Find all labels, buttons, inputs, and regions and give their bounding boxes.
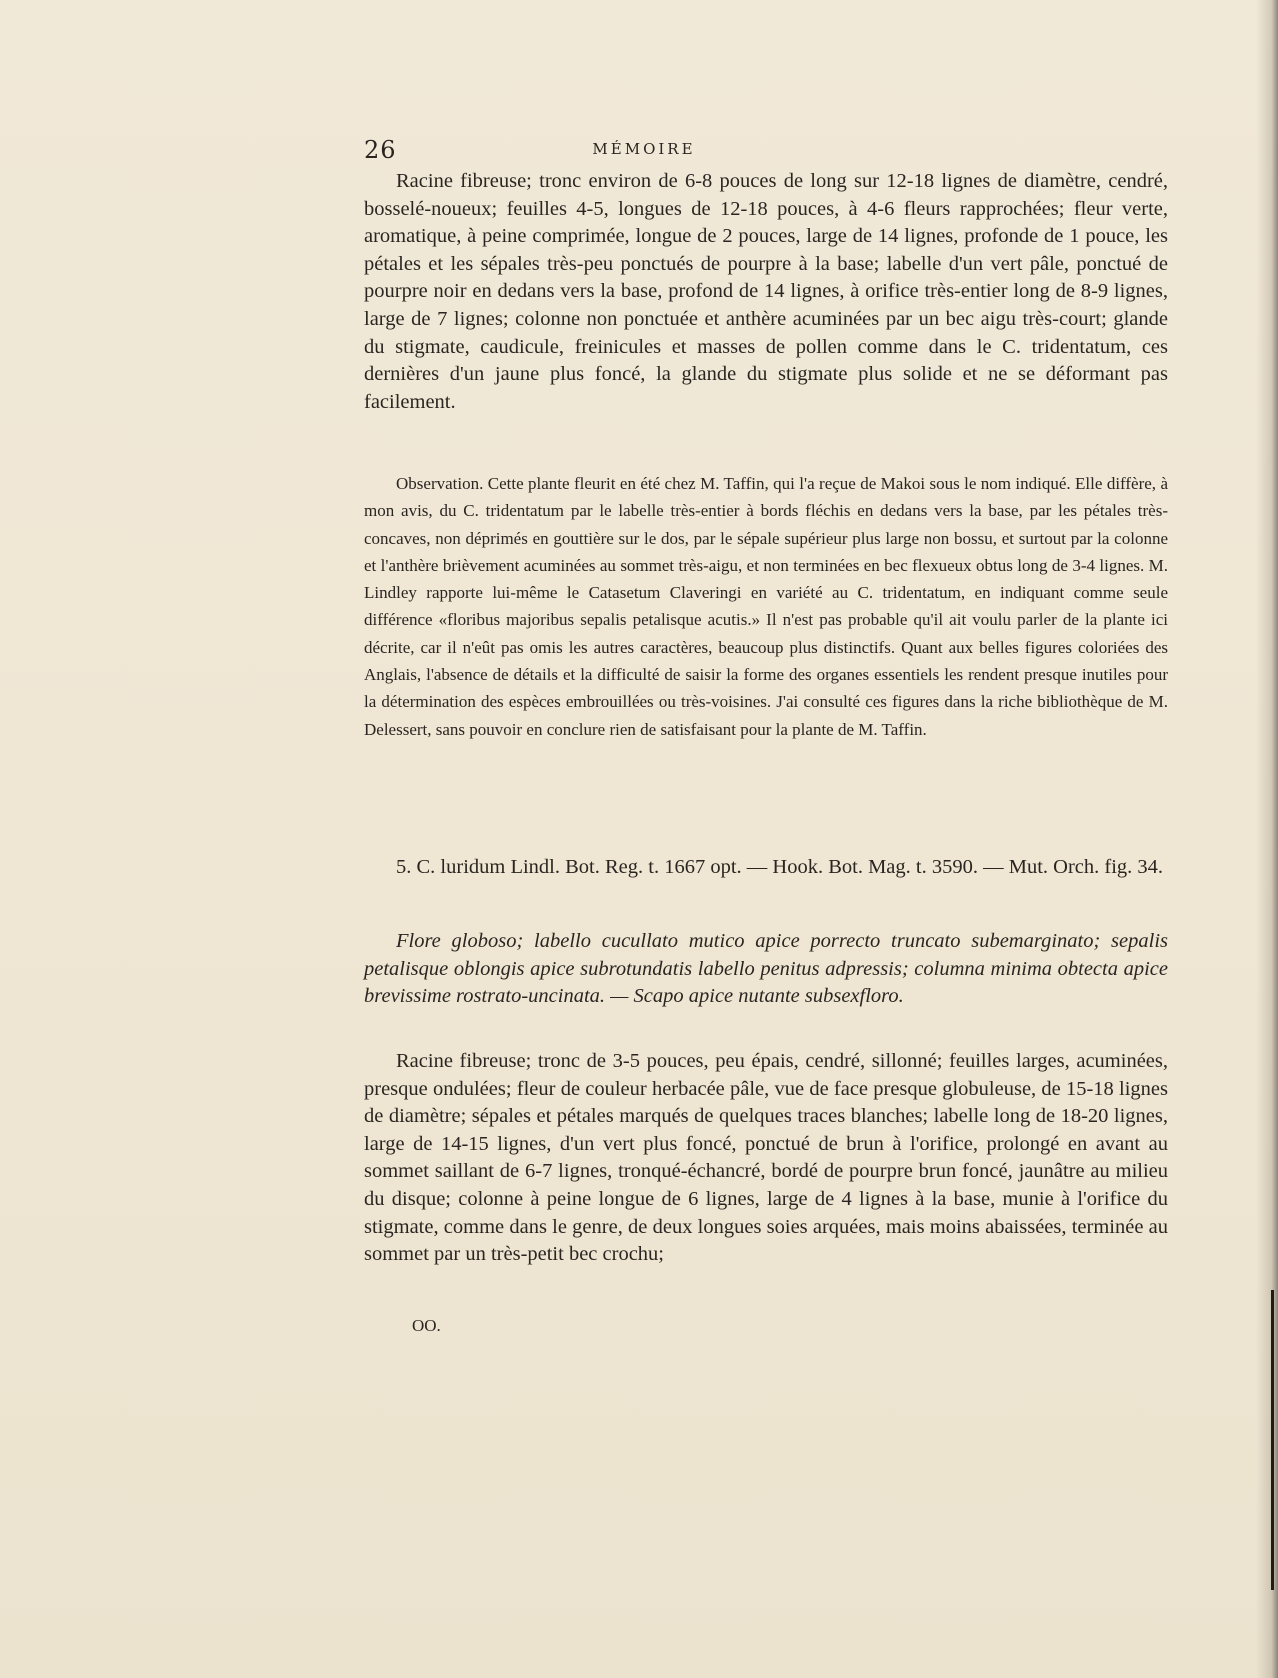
page-number: 26	[364, 136, 397, 164]
description-2-block	[364, 1048, 1168, 1269]
description-paragraph-block	[364, 168, 1168, 416]
description-paragraph: Racine fibreuse; tronc environ de 6-8 pouces de long sur 12-18 lignes de diamètre, cendré, bosselé-noueux; feuilles 4-5, longues de 12-18 pouces, à 4-6 fleurs rapprochées; fleur verte, aromatique, à peine comprimée, longue de 2 pouces, large de 14 lignes, profonde de 1 pouce, les pétales et les sépales très-peu ponctués de pourpre à la base; labelle d'un vert pâle, ponctué de pourpre noir en dedans vers la base, profond de 14 lignes, à orifice très-entier long de 8-9 lignes, large de 7 lignes; colonne non ponctuée et anthère acuminées par un bec aigu très-court; glande du stigmate, caudicule, freinicules et masses de pollen comme dans le C. tridentatum, ces dernières d'un jaune plus foncé, la glande du stigmate plus solide et ne se déformant pas facilement.	[364, 170, 1168, 413]
description-2-paragraph: Racine fibreuse; tronc de 3-5 pouces, peu épais, cendré, sillonné; feuilles larges, acuminées, presque ondulées; fleur de couleur herbacée pâle, vue de face presque globuleuse, de 15-18 lignes de diamètre; sépales et pétales marqués de quelques traces blanches; labelle long de 18-20 lignes, large de 14-15 lignes, d'un vert plus foncé, ponctué de brun à l'orifice, prolongé en avant au sommet saillant de 6-7 lignes, tronqué-échancré, bordé de pourpre brun foncé, jaunâtre au milieu du disque; colonne à peine longue de 6 lignes, large de 4 lignes à la base, munie à l'orifice du stigmate, comme dans le genre, de deux longues soies arquées, mais moins abaissées, terminée au sommet par un très-petit bec crochu;	[364, 1050, 1168, 1266]
observation-paragraph: Observation. Cette plante fleurit en été chez M. Taffin, qui l'a reçue de Makoi sous le nom indiqué. Elle diffère, à mon avis, du C. tridentatum par le labelle très-entier à bords fléchis en dedans vers la base, par les pétales très-concaves, non déprimés en gouttière sur le dos, par le sépale supérieur plus large non bossu, et surtout par la colonne et l'anthère brièvement acuminées au sommet très-aigu, et non terminées en bec flexueux obtus long de 3-4 lignes. M. Lindley rapporte lui-même le Catasetum Claveringi en variété au C. tridentatum, en indiquant comme seule différence «floribus majoribus sepalis petalisque acutis.» Il n'est pas probable qu'il ait voulu parler de la plante ici décrite, car il n'eût pas omis les autres caractères, beaucoup plus distinctifs. Quant aux belles figures coloriées des Anglais, l'absence de détails et la difficulté de saisir la forme des organes essentiels les rendent presque inutiles pour la détermination des espèces embrouillées ou très-voisines. J'ai consulté ces figures dans la riche bibliothèque de M. Delessert, sans pouvoir en conclure rien de satisfaisant pour la plante de M. Taffin.	[364, 474, 1168, 739]
catchword: OO.	[412, 1316, 441, 1335]
page-edge-mark	[1271, 1290, 1274, 1590]
page-header	[364, 136, 924, 166]
species-entry-block	[364, 854, 1168, 882]
diagnosis-block	[364, 928, 1168, 1011]
page-edge-shadow	[1256, 0, 1278, 1678]
observation-paragraph-block	[364, 470, 1168, 743]
running-head: MÉMOIRE	[592, 140, 696, 158]
latin-diagnosis: Flore globoso; labello cucullato mutico apice porrecto truncato subemarginato; sepalis petalisque oblongis apice subrotundatis labello penitus adpressis; columna minima obtecta apice brevissime rostrato-uncinata. — Scapo apice nutante subsexfloro.	[364, 930, 1168, 1008]
species-entry: 5. C. luridum Lindl. Bot. Reg. t. 1667 opt. — Hook. Bot. Mag. t. 3590. — Mut. Orch. fig. 34.	[396, 856, 1164, 878]
